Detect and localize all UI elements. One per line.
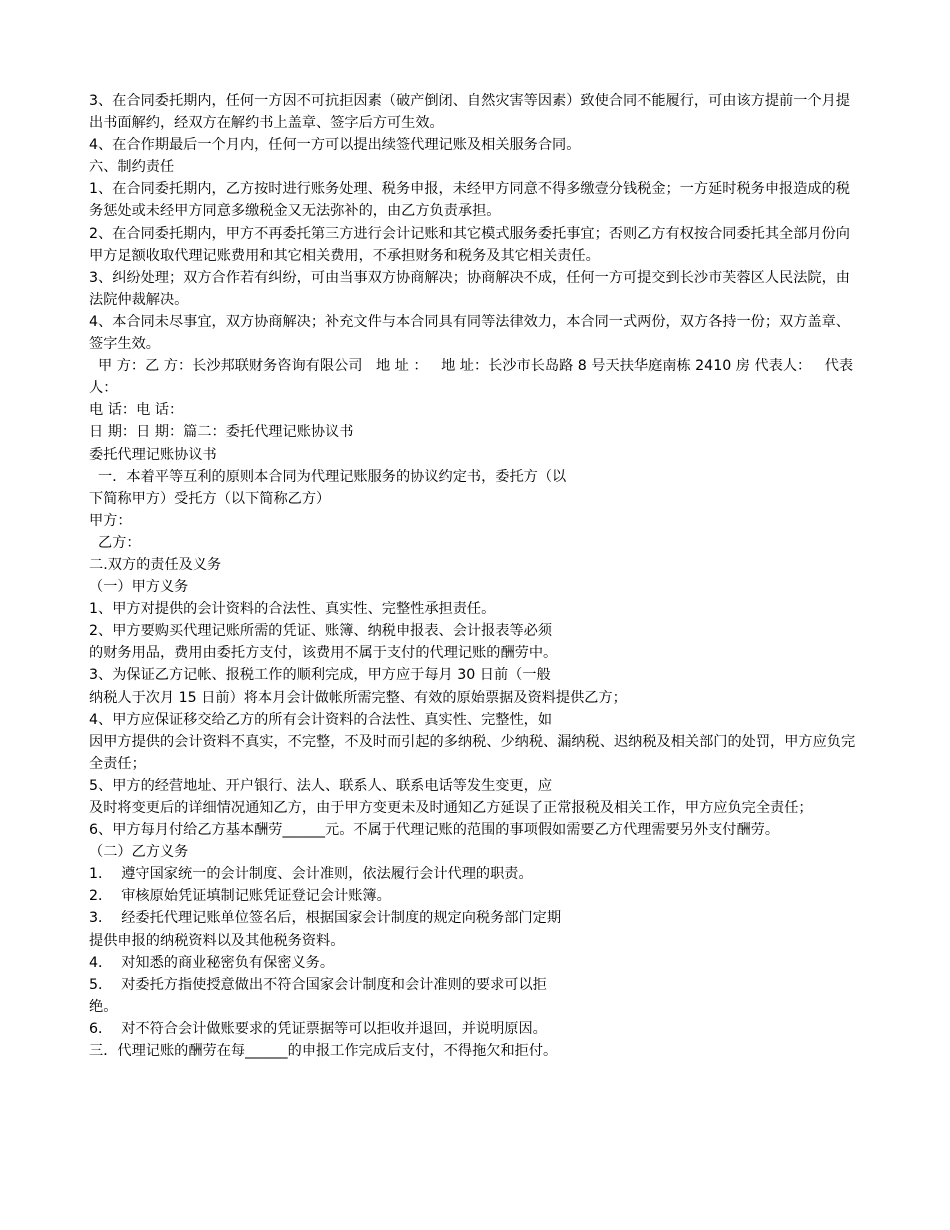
paragraph: 甲方： [89, 512, 132, 529]
paragraph: 及时将变更后的详细情况通知乙方，由于甲方变更未及时通知乙方延误了正常报税及相关工作，甲方应负完全责任； [89, 800, 813, 816]
paragraph: 4． 对知悉的商业秘密负有保密义务。 [89, 954, 335, 971]
paragraph: 1、在合同委托期内，乙方按时进行账务处理、税务申报，未经甲方同意不得多缴壹分钱税金；一方延时税务申报造成的税务惩处或未经甲方同意多缴税金又无法弥补的，由乙方负责承担。 [89, 181, 850, 220]
paragraph: 2、甲方要购买代理记账所需的凭证、账簿、纳税申报表、会计报表等必须 [89, 623, 553, 640]
paragraph: 4、本合同未尽事宜，双方协商解决；补充文件与本合同具有同等法律效力，本合同一式两份，双方各持一份；双方盖章、签字生效。 [89, 313, 850, 353]
paragraph: 下简称甲方）受托方（以下简称乙方） [89, 490, 331, 507]
paragraph: 提供申报的纳税资料以及其他税务资料。 [89, 932, 345, 949]
paragraph: 5． 对委托方指使授意做出不符合国家会计制度和会计准则的要求可以拒 [89, 976, 547, 993]
paragraph: 2、在合同委托期内，甲方不再委托第三方进行会计记账和其它模式服务委托事宜；否则乙方有权按合同委托其全部月份向甲方足额收取代理记账费用和其它相关费用，不承担财务和税务及其它相关责任。 [89, 225, 850, 264]
paragraph: 三．代理记账的酬劳在每______的申报工作完成后支付，不得拖欠和拒付。 [89, 1043, 558, 1060]
paragraph: 二.双方的责任及义务 [89, 556, 222, 573]
paragraph: 1、甲方对提供的会计资料的合法性、真实性、完整性承担责任。 [89, 601, 496, 618]
paragraph: 的财务用品，费用由委托方支付，该费用不属于支付的代理记账的酬劳中。 [89, 645, 558, 662]
paragraph: 六、制约责任 [89, 159, 175, 176]
paragraph: 3、在合同委托期内，任何一方因不可抗拒因素（破产倒闭、自然灾害等因素）致使合同不能履行，可由该方提前一个月提出书面解约，经双方在解约书上盖章、签字后方可生效。 [89, 93, 850, 132]
paragraph: 乙方： [89, 534, 141, 551]
paragraph: 绝。 [89, 998, 118, 1015]
paragraph: 6． 对不符合会计做账要求的凭证票据等可以拒收并退回，并说明原因。 [89, 1020, 547, 1037]
paragraph: 3、为保证乙方记帐、报税工作的顺利完成，甲方应于每月 30 日前（一般 [89, 667, 551, 684]
paragraph: 4、在合作期最后一个月内，任何一方可以提出续签代理记账及相关服务合同。 [89, 137, 581, 154]
paragraph: （二）乙方义务 [89, 844, 189, 861]
paragraph: 1． 遵守国家统一的会计制度、会计准则，依法履行会计代理的职责。 [89, 866, 533, 883]
document-body [89, 90, 861, 1062]
paragraph: 2． 审核原始凭证填制记账凭证登记会计账簿。 [89, 888, 391, 905]
paragraph: 3． 经委托代理记账单位签名后，根据国家会计制度的规定向税务部门定期 [89, 910, 562, 927]
paragraph: 因甲方提供的会计资料不真实，不完整，不及时而引起的多纳税、少纳税、漏纳税、迟纳税及相关部门的处罚，甲方应负完全责任； [89, 733, 856, 772]
paragraph: 5、甲方的经营地址、开户银行、法人、联系人、联系电话等发生变更，应 [89, 777, 553, 794]
paragraph: 甲 方：乙 方：长沙邦联财务咨询有限公司 地 址 ： 地 址：长沙市长岛路 8 号天扶华庭南栋 2410 房 代表人： 代表人： [89, 358, 854, 397]
paragraph: 纳税人于次月 15 日前）将本月会计做帐所需完整、有效的原始票据及资料提供乙方； [89, 689, 627, 706]
paragraph: 委托代理记账协议书 [89, 446, 217, 463]
paragraph: 3、纠纷处理；双方合作若有纠纷，可由当事双方协商解决；协商解决不成，任何一方可提交到长沙市芙蓉区人民法院，由法院仲裁解决。 [89, 269, 850, 308]
paragraph: 日 期：日 期：篇二：委托代理记账协议书 [89, 424, 354, 441]
paragraph: （一）甲方义务 [89, 579, 189, 596]
paragraph: 4、甲方应保证移交给乙方的所有会计资料的合法性、真实性、完整性，如 [89, 711, 553, 728]
paragraph: 电 话：电 话： [89, 402, 184, 419]
paragraph: 一．本着平等互利的原则本合同为代理记账服务的协议约定书，委托方（以 [89, 468, 567, 485]
paragraph: 6、甲方每月付给乙方基本酬劳______元。不属于代理记账的范围的事项假如需要乙方代理需要另外支付酬劳。 [89, 822, 780, 839]
